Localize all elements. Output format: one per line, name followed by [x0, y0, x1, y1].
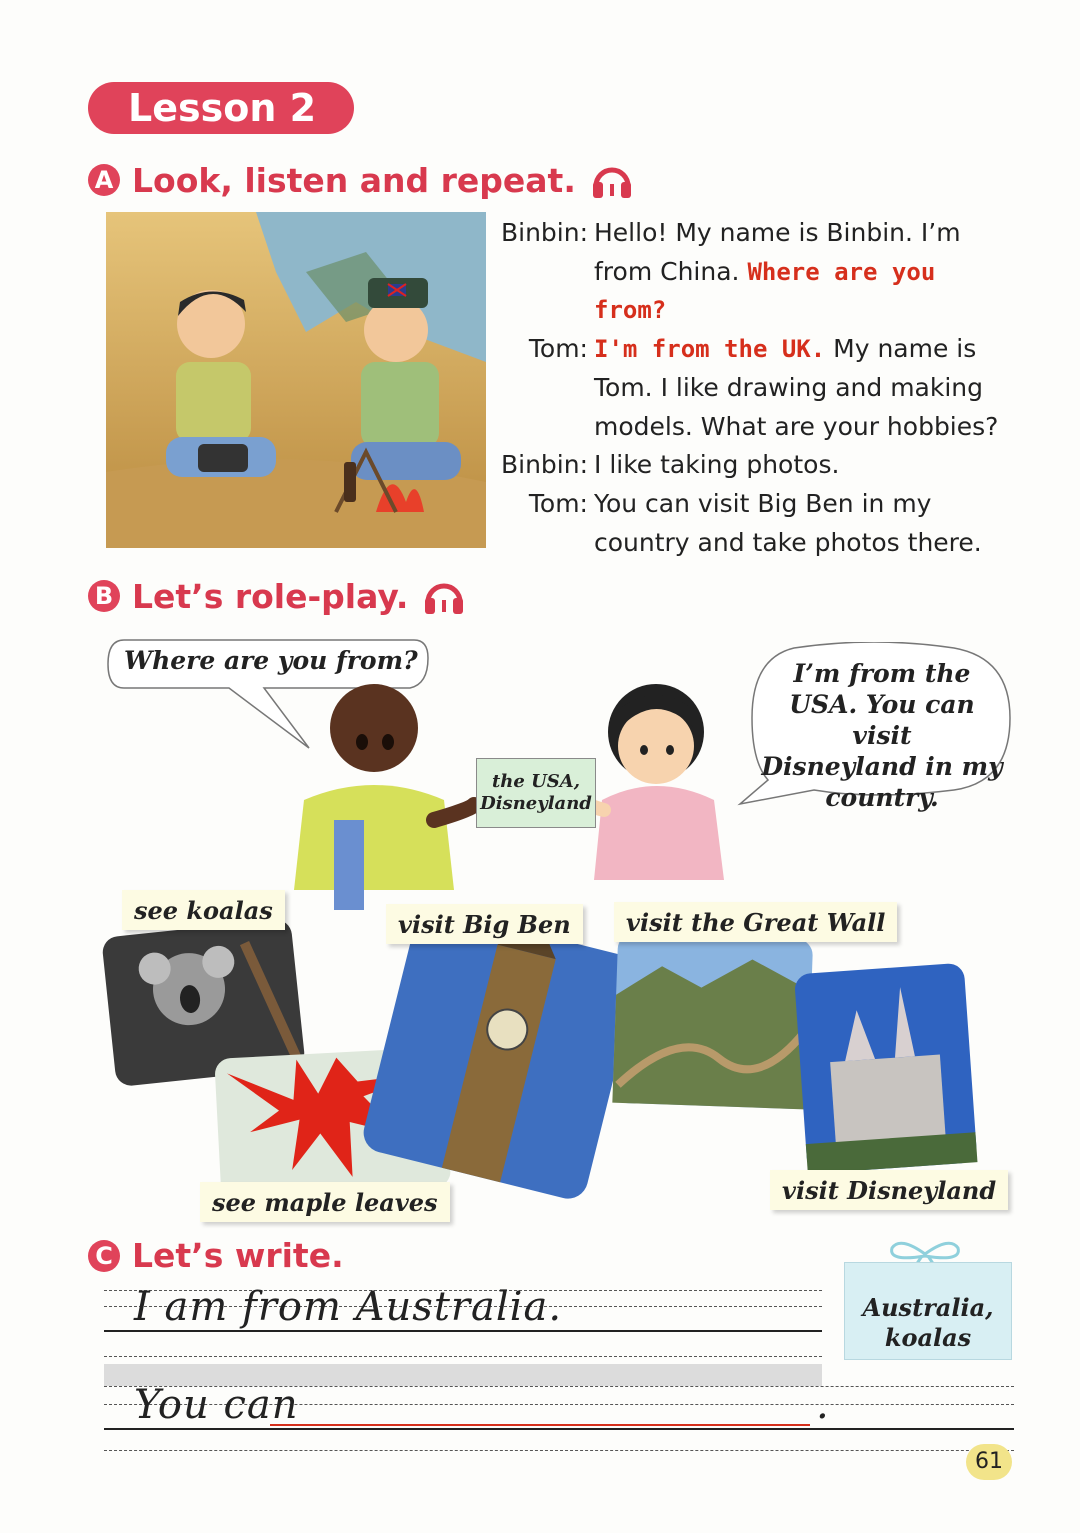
- headphones-icon[interactable]: [422, 576, 466, 616]
- written-sentence-2-end: .: [816, 1382, 830, 1428]
- dialogue: [488, 214, 1048, 562]
- label-see-maple-leaves: see maple leaves: [200, 1182, 450, 1222]
- answer-line[interactable]: [270, 1424, 810, 1426]
- speaker-name: Binbin:: [500, 218, 588, 247]
- dialogue-line: [488, 214, 1048, 330]
- speech-text: [594, 485, 1024, 562]
- section-a-letter: A: [88, 164, 120, 196]
- speech-line: Hello! My name is Binbin. I’m: [594, 218, 961, 247]
- section-c-title: Let’s write.: [132, 1236, 344, 1275]
- destination-sign: [476, 758, 596, 828]
- section-c-letter: C: [88, 1240, 120, 1272]
- speech-highlight: I'm from the UK.: [594, 335, 826, 364]
- bubble-line: country.: [825, 783, 939, 812]
- speech-text: [594, 214, 1024, 330]
- writing-rule: [104, 1450, 1014, 1451]
- disneyland-photo: [794, 963, 978, 1174]
- speaker-name: Tom:: [528, 488, 588, 518]
- answer-hint-box: [844, 1262, 1012, 1360]
- writing-baseline: [104, 1428, 1014, 1430]
- bubble-line: I’m from the: [793, 659, 971, 688]
- section-b-letter: B: [88, 580, 120, 612]
- bubble-line: Disneyland in my: [761, 752, 1003, 781]
- great-wall-photo: [612, 933, 813, 1110]
- section-a-title: Look, listen and repeat.: [132, 160, 576, 200]
- section-b-heading: [88, 576, 466, 616]
- label-visit-great-wall: visit the Great Wall: [614, 902, 897, 942]
- speaker-name: Tom:: [528, 334, 588, 364]
- section-a-heading: [88, 160, 634, 200]
- speech-text: [594, 330, 1024, 446]
- speech-line: from China.: [594, 256, 748, 286]
- speech-bubble-left: Where are you from?: [124, 646, 418, 675]
- speech-line: My name is: [825, 334, 977, 364]
- section-b-title: Let’s role-play.: [132, 576, 409, 616]
- written-sentence-2-start: You can: [134, 1382, 299, 1428]
- speech-line: country and take photos there.: [594, 527, 982, 557]
- dialogue-line: [488, 485, 1048, 562]
- page-number: 61: [966, 1444, 1012, 1480]
- written-sentence-1: I am from Australia.: [134, 1284, 563, 1330]
- speech-bubble-right: [756, 658, 1008, 813]
- photo-collage: [100, 918, 1000, 1208]
- speech-highlight: Where are you: [747, 257, 936, 286]
- speech-line: You can visit Big Ben in my: [594, 488, 932, 518]
- writing-baseline: [104, 1330, 822, 1332]
- writing-rule: [104, 1356, 822, 1357]
- speech-line: models. What are your hobbies?: [594, 411, 999, 441]
- hint-line: koalas: [884, 1323, 972, 1352]
- dialogue-line: [488, 446, 1048, 485]
- speech-line: I like taking photos.: [594, 450, 840, 480]
- label-visit-big-ben: visit Big Ben: [386, 904, 583, 944]
- speech-line: Tom. I like drawing and making: [594, 372, 984, 402]
- section-c-heading: [88, 1236, 344, 1275]
- dialogue-line: [488, 330, 1048, 446]
- campfire-boys-illustration: [106, 212, 486, 548]
- speech-highlight: from?: [594, 296, 667, 325]
- lesson-badge: Lesson 2: [88, 82, 354, 134]
- speaker-name: Binbin:: [500, 450, 588, 480]
- headphones-icon[interactable]: [590, 160, 634, 200]
- bubble-line: USA. You can visit: [789, 690, 975, 750]
- speech-text: [594, 446, 1024, 485]
- sign-line: Disneyland: [480, 793, 592, 814]
- label-see-koalas: see koalas: [122, 890, 285, 930]
- hint-line: Australia,: [862, 1293, 994, 1322]
- label-visit-disneyland: visit Disneyland: [770, 1170, 1008, 1210]
- sign-line: the USA,: [491, 771, 581, 792]
